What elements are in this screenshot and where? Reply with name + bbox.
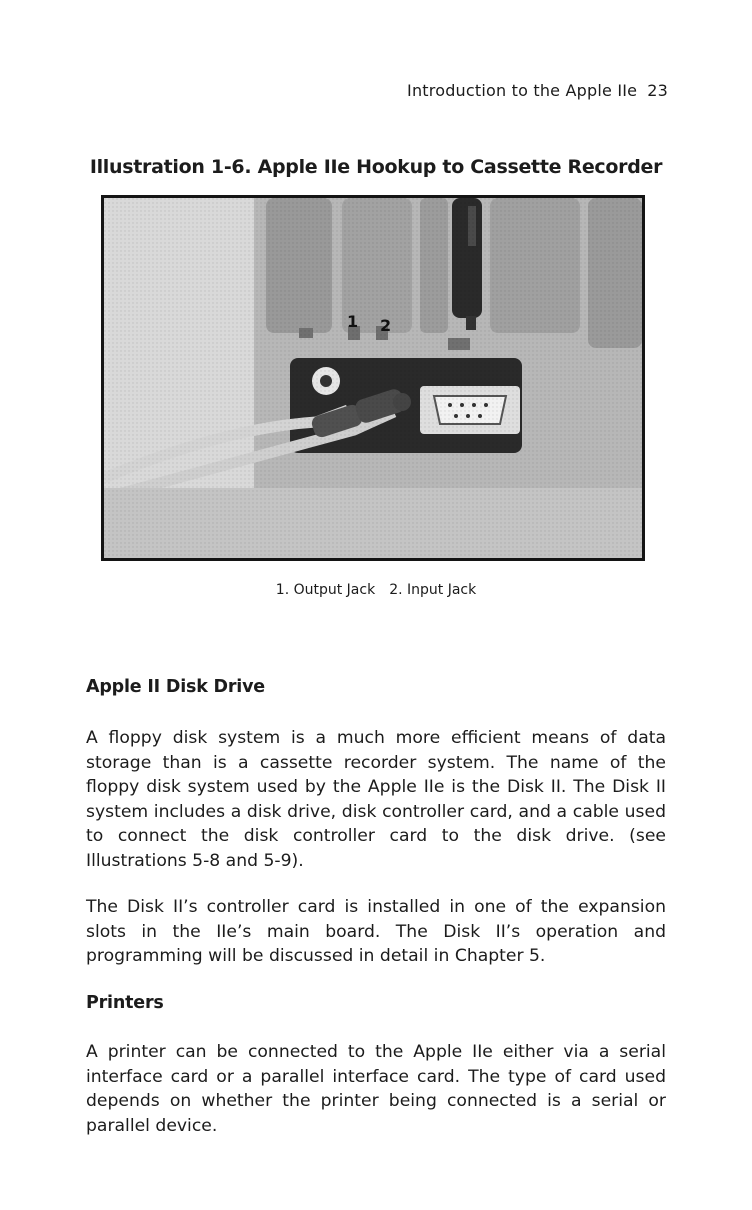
apple-iie-back-panel-photo	[104, 198, 642, 558]
figure-photo	[101, 195, 645, 561]
page-number: 23	[647, 81, 668, 100]
running-head	[407, 81, 668, 100]
section-heading-disk-drive: Apple II Disk Drive	[86, 677, 265, 697]
figure-title: Illustration 1-6. Apple IIe Hookup to Cassette Recorder	[89, 156, 663, 178]
paragraph-disk-drive-1: A floppy disk system is a much more efficient means of data storage than is a cassette recorder system. The name of the floppy disk system used by the Apple IIe is the Disk II. The Disk II system includes a disk drive, disk controller card, and a cable used to connect the disk controller card to the disk drive. (see Illustrations 5-8 and 5-9).	[86, 728, 666, 871]
section-heading-printers: Printers	[86, 993, 164, 1013]
running-head-title: Introduction to the Apple IIe	[407, 81, 638, 100]
paragraph-disk-drive-2: The Disk II’s controller card is installed in one of the expansion slots in the IIe’s main board. The Disk II’s operation and programming will be discussed in detail in Chapter 5.	[86, 897, 666, 966]
callout-label-2: 2	[380, 316, 392, 335]
caption-output-jack: 1. Output Jack	[275, 582, 376, 598]
figure-caption	[0, 582, 752, 598]
caption-input-jack: 2. Input Jack	[389, 582, 477, 598]
callout-label-1: 1	[347, 312, 359, 331]
paragraph-printers: A printer can be connected to the Apple IIe either via a serial interface card or a parallel interface card. The type of card used depends on whether the printer being connected is a serial or parallel device.	[86, 1042, 666, 1136]
